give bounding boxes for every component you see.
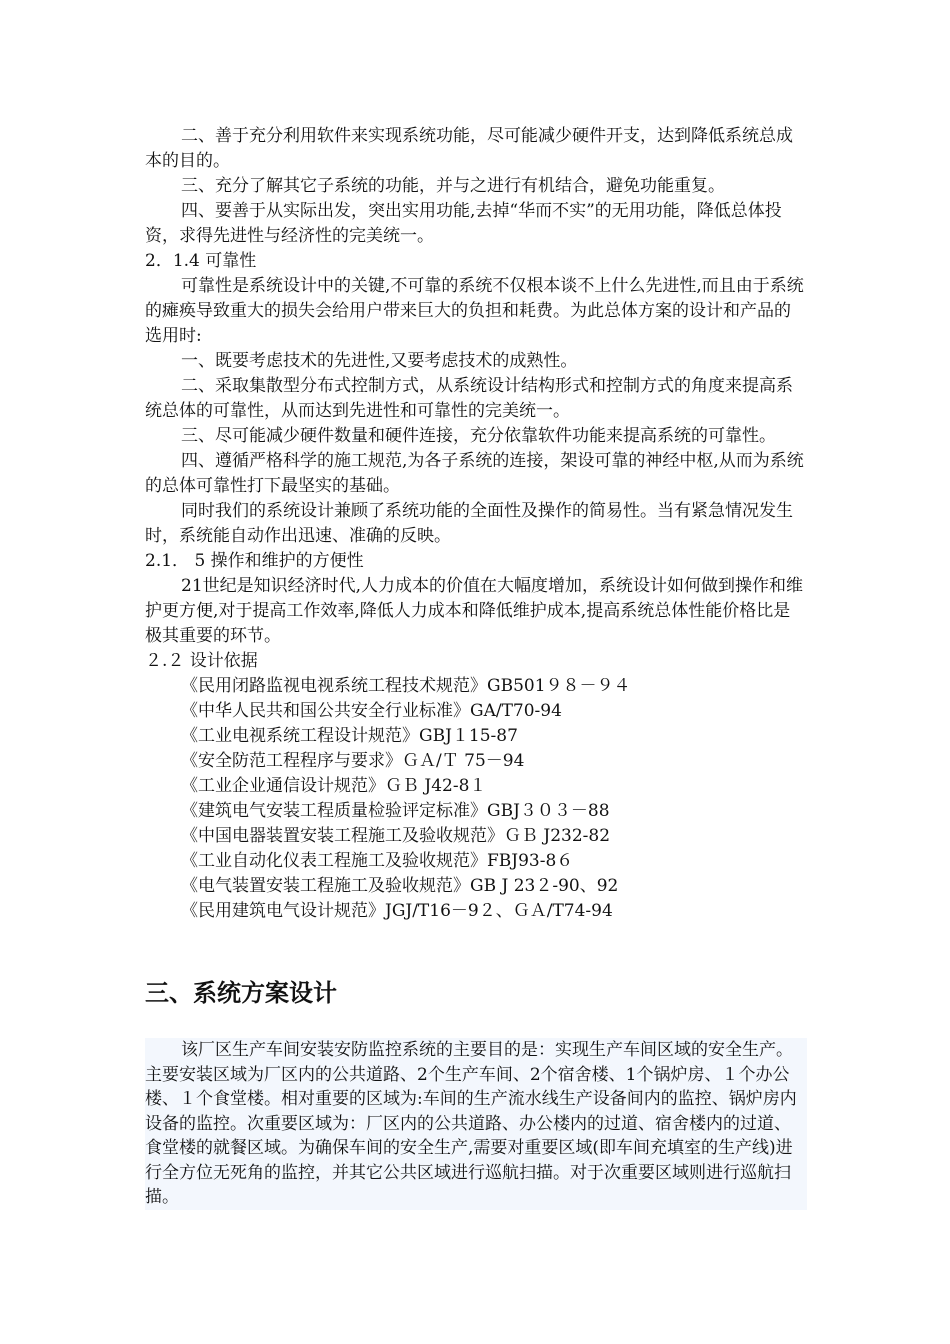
reference-item: 《民用闭路监视电视系统工程技术规范》GB501９８－９４ [181,676,631,696]
subsection-heading: ２.２ 设计依据 [145,651,258,671]
paragraph: 四、遵循严格科学的施工规范,为各子系统的连接，架设可靠的神经中枢,从而为系统的总体可靠性打下最坚实的基础。 [145,451,804,496]
paragraph: 三、尽可能减少硬件数量和硬件连接，充分依靠软件功能来提高系统的可靠性。 [181,426,776,446]
paragraph: 一、既要考虑技术的先进性,又要考虑技术的成熟性。 [181,351,578,371]
reference-item: 《中华人民共和国公共安全行业标准》GA/T70-94 [181,701,562,721]
subsection-heading: 2.1． 5 操作和维护的方便性 [145,551,364,571]
reference-item: 《工业企业通信设计规范》ＧＢ J42-8１ [181,776,487,796]
paragraph: 四、要善于从实际出发，突出实用功能,去掉“华而不实”的无用功能，降低总体投资，求得先进性与经济性的完美统一。 [145,201,782,246]
reference-item: 《电气装置安装工程施工及验收规范》GB J 23２-90、92 [181,876,619,896]
section-paragraph: 该厂区生产车间安装安防监控系统的主要目的是：实现生产车间区域的安全生产。主要安装区域为厂区内的公共道路、2个生产车间、2个宿舍楼、1个锅炉房、１个办公楼、１个食堂楼。相对重要的区域为:车间的生产流水线生产设备间内的监控、锅炉房内设备的监控。次重要区域为：厂区内的公共道路、办公楼内的过道、宿舍楼内的过道、食堂楼的就餐区域。为确保车间的安全生产,需要对重要区域(即车间充填室的生产线)进行全方位无死角的监控，并其它公共区域进行巡航扫描。对于次重要区域则进行巡航扫描。 [145,1040,797,1207]
reference-item: 《中国电器装置安装工程施工及验收规范》ＧＢ J232-82 [181,826,611,846]
reference-item: 《民用建筑电气设计规范》JGJ/T16－9２、ＧＡ/T74-94 [181,901,613,921]
document-body [145,124,807,924]
reference-item: 《建筑电气安装工程质量检验评定标准》GBJ３０３－88 [181,801,610,821]
subsection-heading: 2．1.4 可靠性 [145,251,257,271]
paragraph: 同时我们的系统设计兼顾了系统功能的全面性及操作的简易性。当有紧急情况发生时，系统能自动作出迅速、准确的反映。 [145,501,793,546]
paragraph: 二、善于充分利用软件来实现系统功能，尽可能减少硬件开支，达到降低系统总成本的目的。 [145,126,793,171]
section-title: 三、系统方案设计 [145,979,337,1007]
paragraph: 21世纪是知识经济时代,人力成本的价值在大幅度增加，系统设计如何做到操作和维护更方便,对于提高工作效率,降低人力成本和降低维护成本,提高系统总体性能价格比是极其重要的环节。 [145,576,804,646]
reference-item: 《工业自动化仪表工程施工及验收规范》FBJ93-8６ [181,851,574,871]
paragraph: 三、充分了解其它子系统的功能，并与之进行有机结合，避免功能重复。 [181,176,725,196]
reference-item: 《工业电视系统工程设计规范》GBJ１15-87 [181,726,518,746]
paragraph: 二、采取集散型分布式控制方式，从系统设计结构形式和控制方式的角度来提高系统总体的可靠性，从而达到先进性和可靠性的完美统一。 [145,376,793,421]
reference-list [145,674,807,924]
reference-item: 《安全防范工程程序与要求》ＧＡ/Ｔ 75－94 [181,751,525,771]
highlighted-paragraph-block [145,1038,807,1210]
paragraph: 可靠性是系统设计中的关键,不可靠的系统不仅根本谈不上什么先进性,而且由于系统的瘫痪导致重大的损失会给用户带来巨大的负担和耗费。为此总体方案的设计和产品的选用时: [145,276,804,346]
